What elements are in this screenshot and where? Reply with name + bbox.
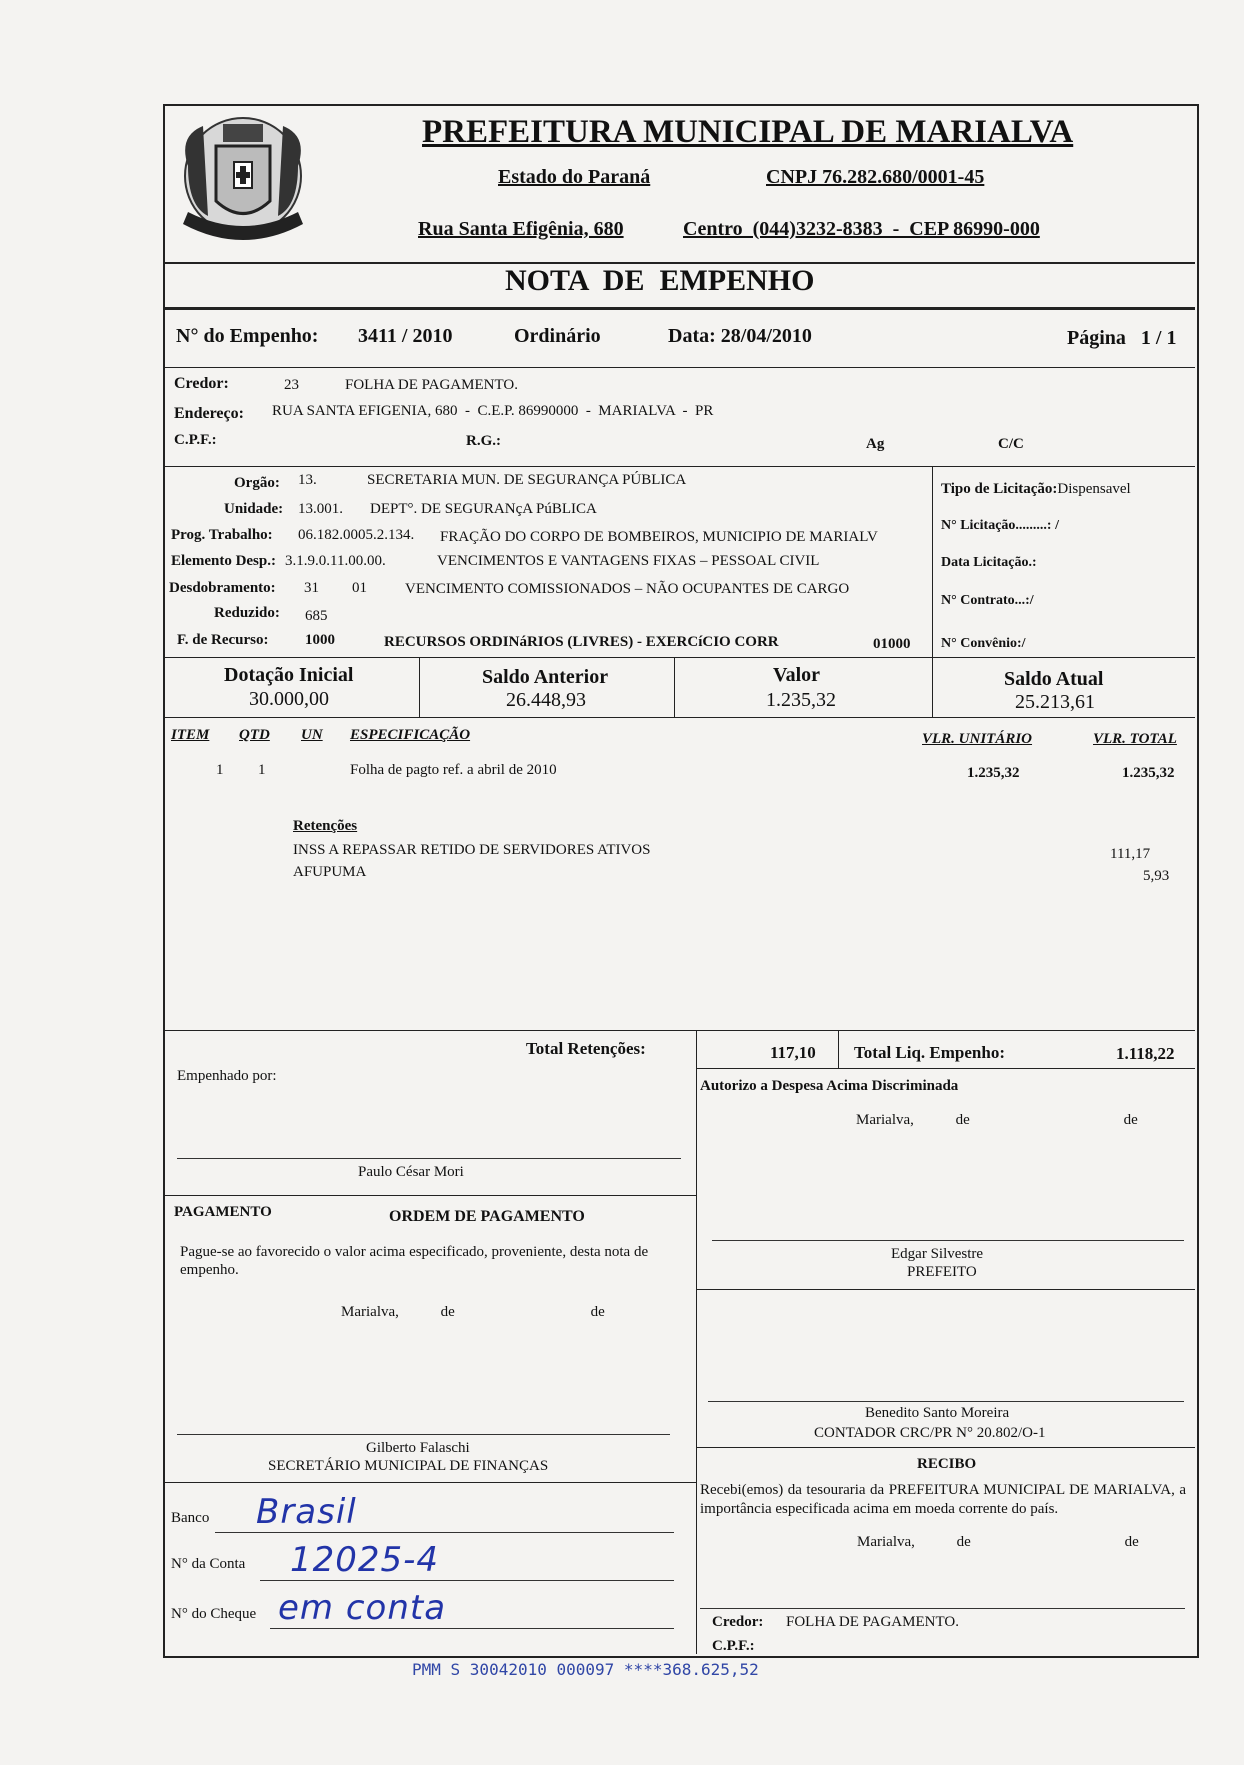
elemento-desc: VENCIMENTOS E VANTAGENS FIXAS – PESSOAL CIVIL [437,553,820,569]
signer-secretario-role: SECRETÁRIO MUNICIPAL DE FINANÇAS [268,1458,549,1474]
recibo-title: RECIBO [917,1456,977,1472]
elemento-label: Elemento Desp.: [171,553,276,569]
empenho-number-label: N° do Empenho: [176,325,319,347]
desdobramento-desc: VENCIMENTO COMISSIONADOS – NÃO OCUPANTES DE CARGO [405,581,850,597]
de-label: de [590,1304,605,1320]
recibo-text: Recebi(emos) da tesouraria da PREFEITURA MUNICIPAL DE MARIALVA, a importância especificada acima em moeda corrente do país. [700,1482,1186,1517]
city-label: Marialva, [856,1112,914,1128]
cheque-handwritten: em conta [278,1588,447,1628]
recibo-credor-name: FOLHA DE PAGAMENTO. [786,1614,959,1630]
total-liquido-value: 1.118,22 [1116,1044,1175,1063]
city-label: Marialva, [341,1304,399,1320]
recibo-credor-label: Credor: [712,1614,764,1630]
autorizo-label: Autorizo a Despesa Acima Discriminada [700,1078,959,1094]
orgao-code: 13. [298,472,317,488]
cpf-label: C.P.F.: [174,432,217,448]
licitacao-type-value: Dispensavel [1057,481,1131,497]
empenho-type: Ordinário [514,325,601,347]
unidade-label: Unidade: [224,501,284,517]
col-vlr-unitario: VLR. UNITÁRIO [922,731,1033,747]
address-value: RUA SANTA EFIGENIA, 680 - C.E.P. 86990000 - MARIALVA - PR [272,403,714,419]
retencao-desc: INSS A REPASSAR RETIDO DE SERVIDORES ATIVOS [293,842,651,858]
retencao-desc: AFUPUMA [293,864,367,880]
de-label: de [440,1304,455,1320]
unidade-desc: DEPT°. DE SEGURANçA PúBLICA [370,501,597,517]
retencao-value: 5,93 [1143,868,1170,884]
signer-mori: Paulo César Mori [358,1164,464,1180]
retencao-value: 111,17 [1110,846,1151,862]
credor-label: Credor: [174,375,229,392]
saldo-atual-value: 25.213,61 [1015,691,1095,713]
total-liquido-label: Total Liq. Empenho: [854,1043,1005,1062]
banco-label: Banco [171,1510,210,1526]
col-especificacao: ESPECIFICAÇÃO [350,727,471,743]
orgao-label: Orgão: [234,475,280,491]
pague-se-text: Pague-se ao favorecido o valor acima especificado, proveniente, desta nota de empenho. [180,1244,649,1278]
item-number: 1 [216,762,224,778]
col-item: ITEM [171,727,210,743]
recurso-desc: RECURSOS ORDINáRIOS (LIVRES) - EXERCíCIO CORR [384,634,779,650]
address-contact-label: Centro (044)3232-8383 - CEP 86990-000 [683,218,1040,240]
item-description: Folha de pagto ref. a abril de 2010 [350,762,557,778]
authentication-stamp: PMM S 30042010 000097 ****368.625,52 [412,1660,759,1679]
desdobramento-code: 31 [304,580,319,596]
item-qtd: 1 [258,762,266,778]
agency-label: Ag [866,436,885,452]
elemento-code: 3.1.9.0.11.00.00. [285,553,386,569]
empenho-date: Data: 28/04/2010 [668,325,812,347]
recurso-sub: 01000 [873,636,911,652]
dotacao-inicial-value: 30.000,00 [249,688,329,710]
licitacao-type [941,481,1131,498]
col-vlr-total: VLR. TOTAL [1093,731,1177,747]
signer-falaschi: Gilberto Falaschi [366,1440,470,1456]
conta-label: N° da Conta [171,1556,246,1572]
banco-handwritten: Brasil [256,1492,357,1532]
item-total-value: 1.235,32 [1122,765,1175,781]
de-label: de [955,1112,970,1128]
state-label: Estado do Paraná [498,166,651,188]
desdobramento-label: Desdobramento: [169,580,276,596]
empenho-number: 3411 / 2010 [358,325,453,347]
de-label: de [1123,1112,1138,1128]
cheque-label: N° do Cheque [171,1606,257,1622]
recurso-code: 1000 [305,632,335,648]
valor-value: 1.235,32 [766,689,836,711]
street-label: Rua Santa Efigênia, 680 [418,218,624,240]
signer-edgar: Edgar Silvestre [891,1246,984,1262]
coat-of-arms-logo [168,106,318,254]
pagamento-label: PAGAMENTO [174,1204,272,1220]
total-retencoes-value: 117,10 [770,1043,816,1062]
marialva-date-line [857,1534,1139,1551]
prog-trabalho-desc: FRAÇÃO DO CORPO DE BOMBEIROS, MUNICIPIO DE MARIALV [440,529,878,545]
credor-name: FOLHA DE PAGAMENTO. [345,377,518,393]
signer-benedito: Benedito Santo Moreira [865,1405,1010,1421]
ordem-pagamento-title: ORDEM DE PAGAMENTO [389,1208,585,1225]
city-label: Marialva, [857,1534,915,1550]
page-title: PREFEITURA MUNICIPAL DE MARIALVA [422,114,1074,150]
signer-prefeito-role: PREFEITO [907,1264,977,1280]
col-un: UN [301,727,323,743]
page-number: Página 1 / 1 [1067,327,1177,349]
retencoes-title: Retenções [293,818,358,834]
orgao-desc: SECRETARIA MUN. DE SEGURANÇA PÚBLICA [367,472,687,488]
saldo-atual-label: Saldo Atual [1004,668,1104,690]
prog-trabalho-code: 06.182.0005.2.134. [298,527,415,543]
account-label: C/C [998,436,1024,452]
unidade-code: 13.001. [298,501,343,517]
total-retencoes-label: Total Retenções: [526,1039,646,1058]
empenhado-por-label: Empenhado por: [177,1068,277,1084]
cnpj-label: CNPJ 76.282.680/0001-45 [766,166,985,188]
recibo-cpf-label: C.P.F.: [712,1638,755,1654]
desdobramento-sub: 01 [352,580,367,596]
reduzido-label: Reduzido: [214,605,280,621]
contract-number: N° Contrato...:/ [941,593,1034,608]
credor-code: 23 [284,377,299,393]
reduzido-code: 685 [305,608,328,624]
prog-trabalho-label: Prog. Trabalho: [171,527,273,543]
marialva-date-line [856,1112,1138,1129]
de-label: de [1124,1534,1139,1550]
licitacao-type-label: Tipo de Licitação: [941,481,1058,497]
rg-label: R.G.: [466,433,501,449]
address-label: Endereço: [174,405,244,422]
licitacao-number: N° Licitação.........: / [941,518,1059,533]
col-qtd: QTD [239,727,270,743]
conta-handwritten: 12025-4 [290,1540,440,1580]
dotacao-inicial-label: Dotação Inicial [224,664,354,686]
recurso-label: F. de Recurso: [177,632,269,648]
de-label: de [956,1534,971,1550]
document-title: NOTA DE EMPENHO [505,264,815,297]
saldo-anterior-label: Saldo Anterior [482,666,609,688]
saldo-anterior-value: 26.448,93 [506,689,586,711]
licitacao-date: Data Licitação.: [941,555,1037,570]
valor-label: Valor [773,664,821,686]
signer-contador-role: CONTADOR CRC/PR N° 20.802/O-1 [814,1425,1046,1441]
convenio-number: N° Convênio:/ [941,636,1026,651]
marialva-date-line [341,1304,605,1321]
item-unit-value: 1.235,32 [967,765,1020,781]
